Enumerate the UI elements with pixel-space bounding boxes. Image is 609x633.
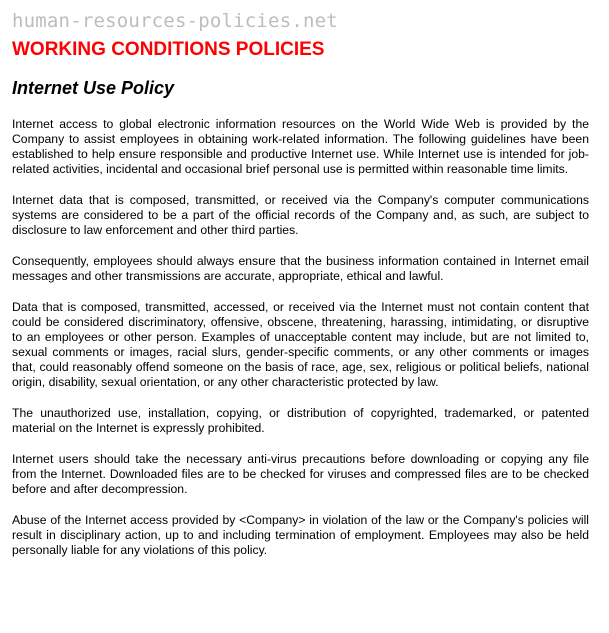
policy-title: Internet Use Policy (12, 78, 175, 98)
paragraph-consequently: Consequently, employees should always ensure that the business information contained in Internet email messages and other transmissions are accurate, appropriate, ethical and lawful. (12, 254, 589, 283)
policy-body (12, 117, 589, 558)
site-watermark: human-resources-policies.net (12, 10, 338, 32)
paragraph-internet-data-records: Internet data that is composed, transmitted, or received via the Company's computer communications systems are considered to be a part of the official records of the Company and, as such, are subject to disclosure to law enforcement and other third parties. (12, 193, 589, 237)
paragraph-abuse: Abuse of the Internet access provided by <Company> in violation of the law or the Company's policies will result in disciplinary action, up to and including termination of employment. Employees may also be held personally liable for any violations of this policy. (12, 513, 589, 557)
paragraph-copyright: The unauthorized use, installation, copying, or distribution of copyrighted, trademarked, or patented material on the Internet is expressly prohibited. (12, 406, 589, 435)
paragraph-internet-access: Internet access to global electronic information resources on the World Wide Web is provided by the Company to assist employees in obtaining work-related information. The following guidelines have been established to help ensure responsible and productive Internet use. While Internet use is intended for job-related activities, incidental and occasional brief personal use is permitted within reasonable time limits. (12, 117, 589, 176)
paragraph-unacceptable-content: Data that is composed, transmitted, accessed, or received via the Internet must not contain content that could be considered discriminatory, offensive, obscene, threatening, harassing, intimidating, or disruptive to an employees or other person. Examples of unacceptable content may include, but are not limited to, sexual comments or images, racial slurs, gender-specific comments, or any other comments or images that, could reasonably offend someone on the basis of race, age, sex, religious or political beliefs, national origin, disability, sexual orientation, or any other characteristic protected by law. (12, 300, 589, 389)
section-title: WORKING CONDITIONS POLICIES (12, 39, 325, 60)
paragraph-anti-virus: Internet users should take the necessary anti-virus precautions before downloading or copying any file from the Internet. Downloaded files are to be checked for viruses and compressed files are to be checked before and after decompression. (12, 452, 589, 496)
